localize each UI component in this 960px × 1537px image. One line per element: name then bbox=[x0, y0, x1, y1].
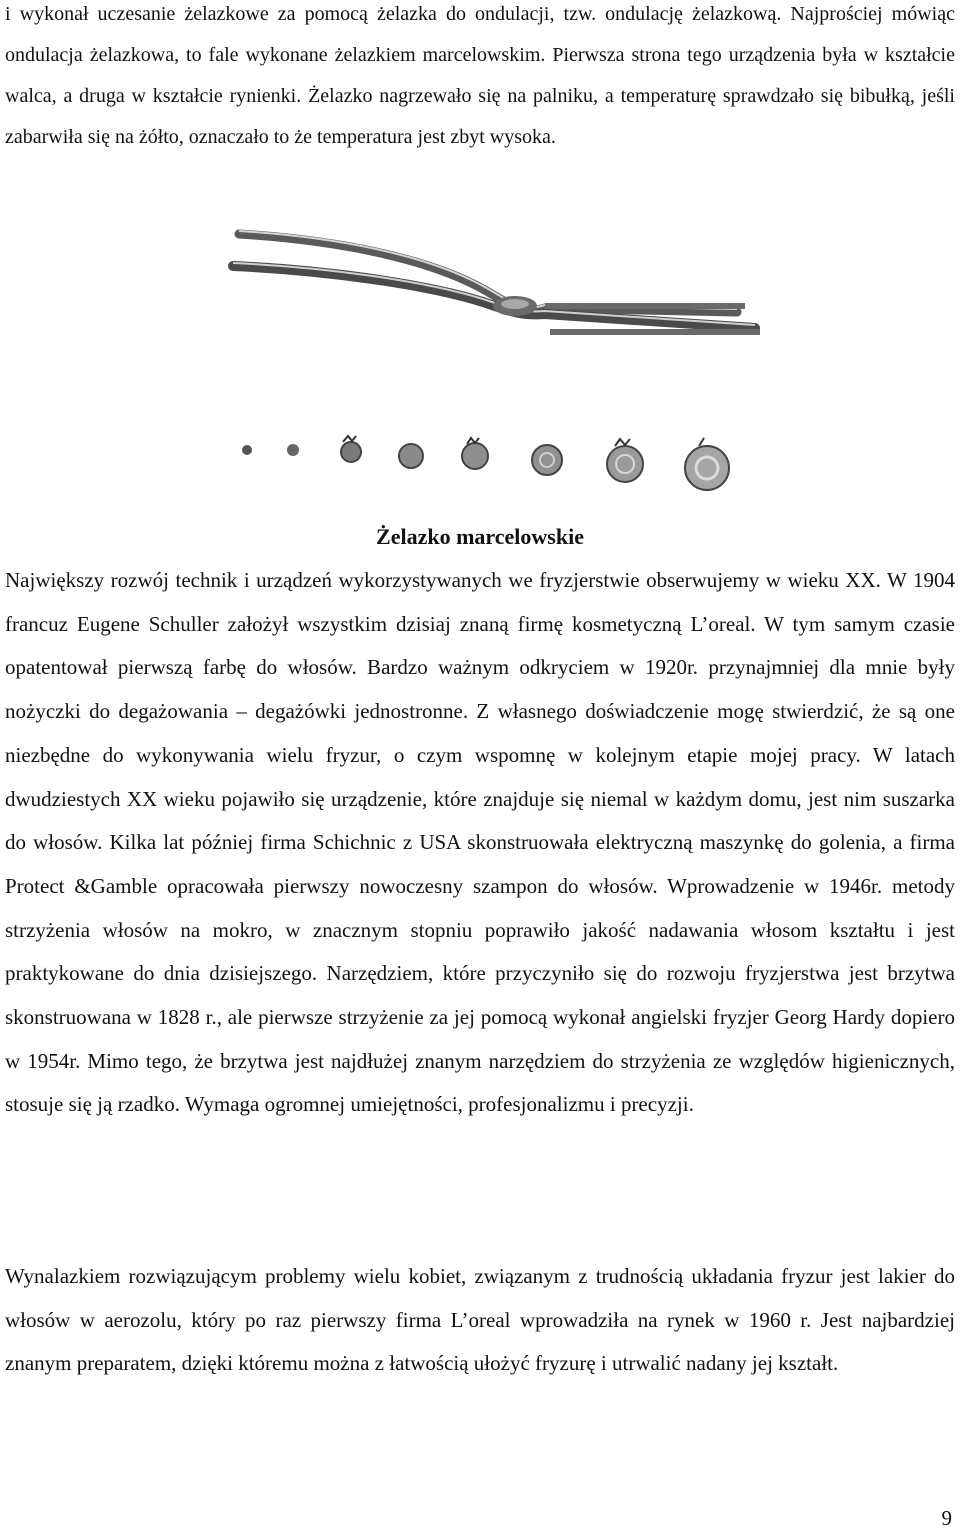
cross-section-7 bbox=[607, 446, 643, 482]
page-number: 9 bbox=[941, 1506, 952, 1530]
cross-section-4 bbox=[399, 444, 423, 468]
iron-size-cross-sections bbox=[242, 436, 729, 490]
cross-section-6 bbox=[532, 445, 562, 475]
paragraph-hairspray: Wynalazkiem rozwiązującym problemy wielu kobiet, związanym z trudnością układania fryzur jest lakier do włosów w aerozolu, który po raz pierwszy firma L’oreal wprowadziła na rynek w 1960 r. Jest najbardziej znanym preparatem, dzięki któremu można z łatwością ułożyć fryzurę i utrwalić nadany jej kształt. bbox=[5, 1264, 955, 1376]
cross-section-2 bbox=[287, 444, 299, 456]
paragraph-history: Największy rozwój technik i urządzeń wykorzystywanych we fryzjerstwie obserwujemy w wieku XX. W 1904 francuz Eugene Schuller założył wszystkim dzisiaj znaną firmę kosmetyczną L’oreal. W tym samym czasie opatentował pierwszą farbę do włosów. Bardzo ważnym odkryciem w 1920r. przynajmniej dla mnie były nożyczki do degażowania – degażówki jednostronne. Z własnego doświadczenie mogę stwierdzić, że są one niezbędne do wykonywania wielu fryzur, o czym wspomnę w kolejnym etapie mojej pracy. W latach dwudziestych XX wieku pojawiło się urządzenie, które znajduje się niemal w każdym domu, jest nim suszarka do włosów. Kilka lat później firma Schichnic z USA skonstruowała elektryczną maszynkę do golenia, a firma Protect &Gamble opracowała pierwszy nowoczesny szampon do włosów. Wprowadzenie w 1946r. metody strzyżenia włosów na mokro, w znacznym stopniu poprawiło jakość nadawania włosom kształtu i jest praktykowane do dnia dzisiejszego. Narzędziem, które przyczyniło się do rozwoju fryzjerstwa jest brzytwa skonstruowana w 1828 r., ale pierwsze strzyżenie za jej pomocą wykonał angielski fryzjer Georg Hardy dopiero w 1954r. Mimo tego, że brzytwa jest najdłużej znanym narzędziem do strzyżenia ze względów higienicznych, stosuje się ją rzadko. Wymaga ogromnej umiejętności, profesjonalizmu i precyzji. bbox=[5, 568, 955, 1117]
curling-iron-drawing bbox=[215, 218, 775, 510]
figure-caption: Żelazko marcelowskie bbox=[376, 524, 584, 549]
cross-section-5 bbox=[462, 443, 488, 469]
paragraph-intro: i wykonał uczesanie żelazkowe za pomocą żelazka do ondulacji, tzw. ondulację żelazkową. Najprościej mówiąc ondulacja żelazkowa, to fale wykonane żelazkiem marcelowskim. Pierwsza strona tego urządzenia była w kształcie walca, a druga w kształcie rynienki. Żelazko nagrzewało się na palniku, a temperaturę sprawdzało się bibułką, jeśli zabarwiła się na żółto, oznaczało to że temperatura jest zbyt wysoka. bbox=[5, 3, 955, 148]
cross-section-1 bbox=[242, 445, 252, 455]
cross-section-8 bbox=[685, 446, 729, 490]
cross-section-3 bbox=[341, 442, 361, 462]
marcel-iron-illustration bbox=[215, 218, 775, 510]
